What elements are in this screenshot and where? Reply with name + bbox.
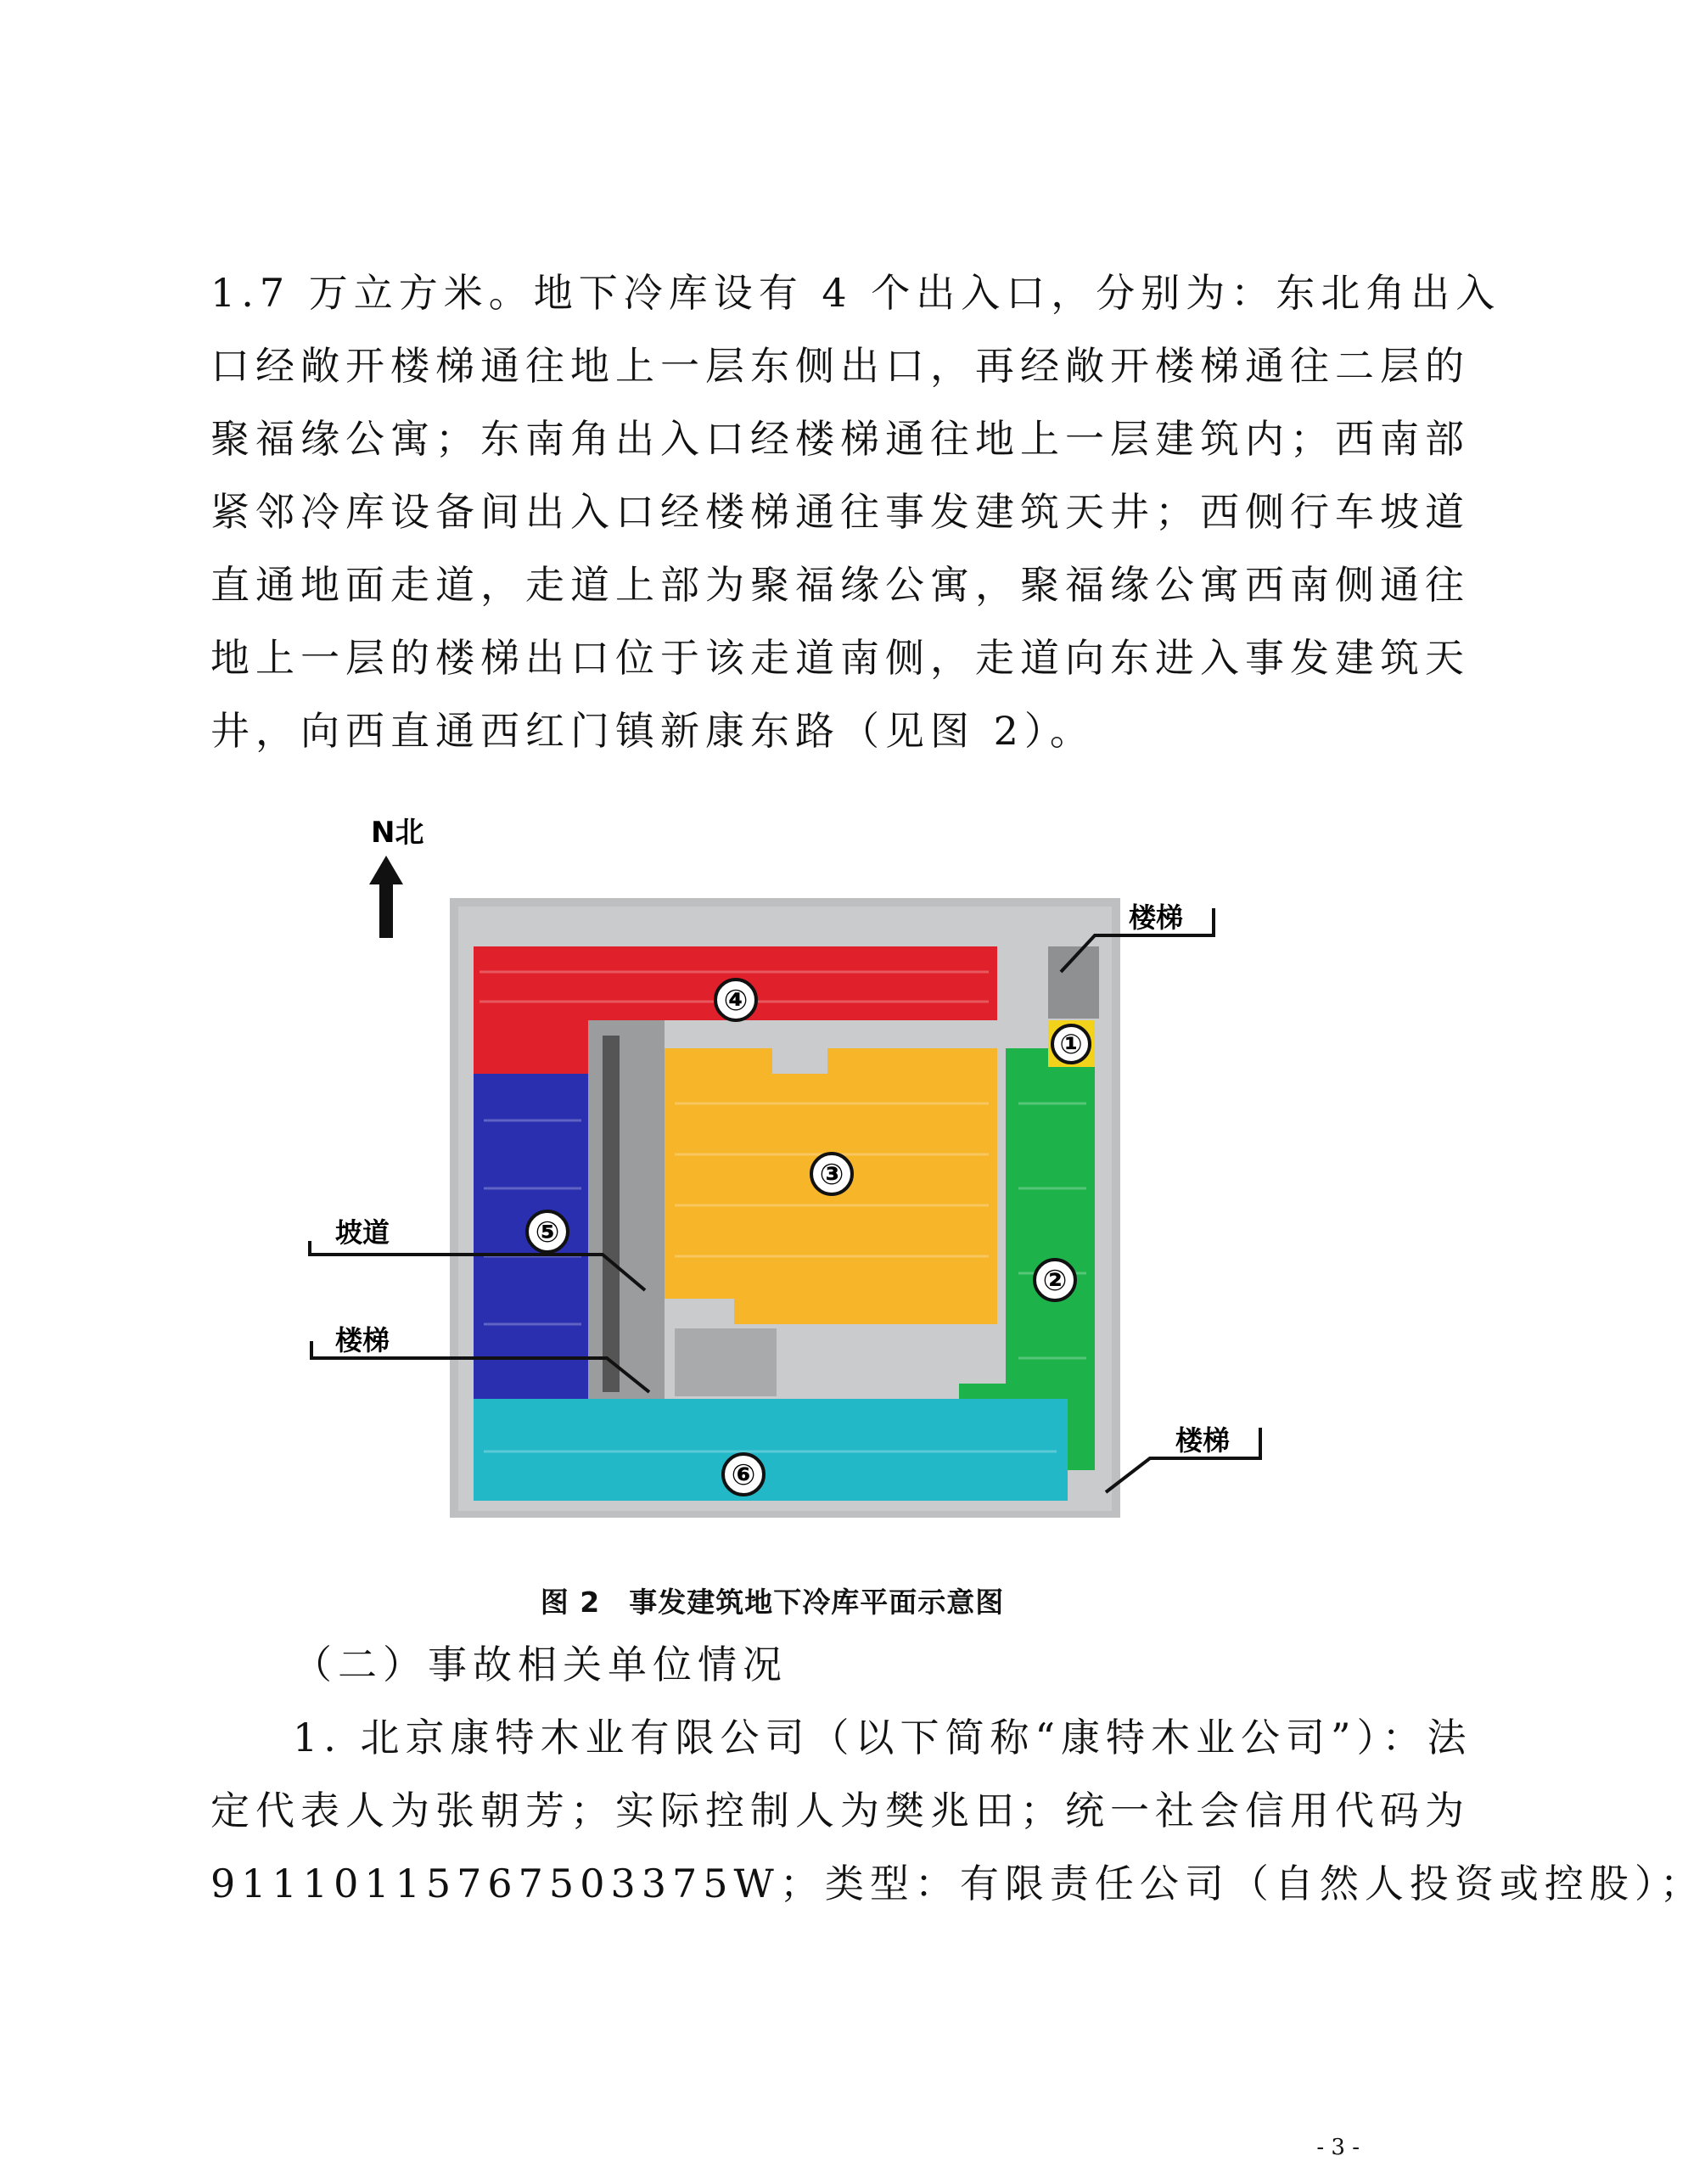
ramp-corridor: [588, 1020, 665, 1399]
stairs-ne-label: 楼梯: [1129, 901, 1184, 934]
ramp-label: 坡道: [335, 1216, 390, 1249]
text-line: 紧邻冷库设备间出入口经楼梯通往事发建筑天井；西侧行车坡道: [210, 489, 1470, 535]
text-line: 聚福缘公寓；东南角出入口经楼梯通往地上一层建筑内；西南部: [210, 416, 1470, 462]
equipment-room: [675, 1328, 777, 1396]
zone-marker-6: [723, 1454, 764, 1495]
zone-marker-5: [527, 1211, 568, 1252]
zone-6-label: ⑥: [731, 1458, 756, 1492]
north-label: N北: [371, 816, 424, 850]
figure-caption: 图 2 事发建筑地下冷库平面示意图: [540, 1586, 1005, 1619]
text-line: 1.7 万立方米。地下冷库设有 4 个出入口，分别为：东北角出入: [210, 270, 1501, 316]
paragraph-1: [210, 256, 1501, 767]
zone-3-label: ③: [819, 1158, 844, 1192]
section-heading: （二）事故相关单位情况: [293, 1642, 788, 1687]
text-line: 1. 北京康特木业有限公司（以下简称“康特木业公司”）：法: [293, 1715, 1472, 1760]
stairs-sw-label: 楼梯: [335, 1324, 390, 1356]
text-line: 定代表人为张朝芳；实际控制人为樊兆田；统一社会信用代码为: [210, 1788, 1470, 1833]
floor-plan-figure: [301, 798, 1277, 1536]
zone-5-label: ⑤: [535, 1216, 560, 1249]
floor-plan-svg: [301, 798, 1277, 1536]
zone-marker-1: [1052, 1025, 1090, 1063]
zone-6-area: [474, 1399, 1068, 1501]
zone-marker-2: [1035, 1260, 1075, 1300]
stairs-se-label: 楼梯: [1175, 1424, 1231, 1457]
north-arrow: [369, 816, 423, 938]
paragraph-2: [210, 1701, 1705, 1920]
zone-marker-4: [715, 980, 756, 1020]
ramp-wall: [603, 1036, 620, 1392]
text-line: 直通地面走道，走道上部为聚福缘公寓，聚福缘公寓西南侧通往: [210, 562, 1470, 608]
text-line: 口经敞开楼梯通往地上一层东侧出口，再经敞开楼梯通往二层的: [210, 343, 1470, 389]
page-number: - 3 -: [1316, 2135, 1360, 2160]
callout-stairs-se: [1106, 1424, 1260, 1492]
text-line: 91110115767503375W；类型：有限责任公司（自然人投资或控股）；: [210, 1861, 1705, 1906]
zone-4-label: ④: [723, 984, 749, 1018]
zone-2-label: ②: [1042, 1264, 1068, 1298]
text-line: 地上一层的楼梯出口位于该走道南侧，走道向东进入事发建筑天: [210, 635, 1470, 681]
zone-1-label: ①: [1059, 1028, 1083, 1060]
zone-marker-3: [811, 1154, 852, 1194]
text-line: 井，向西直通西红门镇新康东路（见图 2）。: [210, 708, 1095, 754]
